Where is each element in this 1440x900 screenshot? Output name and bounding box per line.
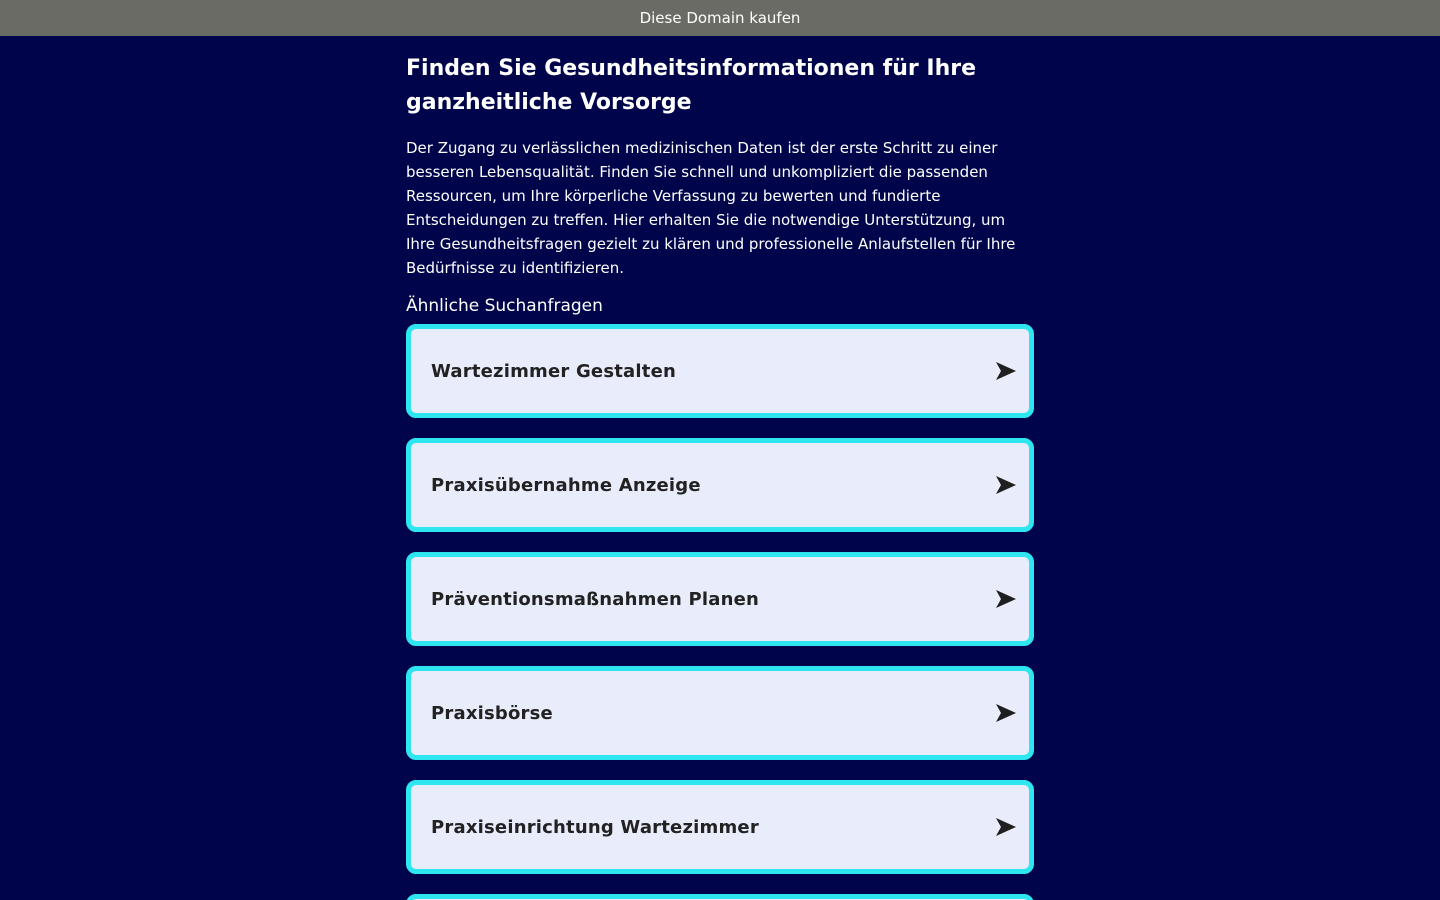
related-search-item[interactable] [406, 552, 1034, 646]
related-search-label: Praxisbörse [431, 702, 553, 724]
related-search-item[interactable] [406, 324, 1034, 418]
main-content [406, 36, 1034, 900]
arrow-right-icon [995, 817, 1017, 837]
related-searches-title: Ähnliche Suchanfragen [406, 296, 603, 316]
related-search-item[interactable] [406, 438, 1034, 532]
buy-domain-link[interactable]: Diese Domain kaufen [639, 9, 801, 27]
related-search-item[interactable] [406, 894, 1034, 900]
arrow-right-icon [995, 589, 1017, 609]
related-search-label: Wartezimmer Gestalten [431, 360, 677, 382]
buy-domain-bar[interactable] [0, 0, 1440, 36]
arrow-right-icon [995, 475, 1017, 495]
arrow-right-icon [995, 703, 1017, 723]
related-searches-list [406, 324, 1034, 900]
page-title: Finden Sie Gesundheitsinformationen für Ihre ganzheitliche Vorsorge [406, 56, 977, 115]
related-search-item[interactable] [406, 780, 1034, 874]
intro-text: Der Zugang zu verlässlichen medizinischen Daten ist der erste Schritt zu einer besseren Lebensqualität. Finden Sie schnell und unkompliziert die passenden Ressourcen, um Ihre körperliche Verfassung zu bewerten und fundierte Entscheidungen zu treffen. Hier erhalten Sie die notwendige Unterstützung, um Ihre Gesundheitsfragen gezielt zu klären und professionelle Anlaufstellen für Ihre Bedürfnisse zu identifizieren. [406, 139, 1016, 277]
arrow-right-icon [995, 361, 1017, 381]
related-search-label: Praxisübernahme Anzeige [431, 474, 701, 496]
related-search-label: Praxiseinrichtung Wartezimmer [431, 816, 759, 838]
related-search-item[interactable] [406, 666, 1034, 760]
related-search-label: Präventionsmaßnahmen Planen [431, 588, 760, 610]
